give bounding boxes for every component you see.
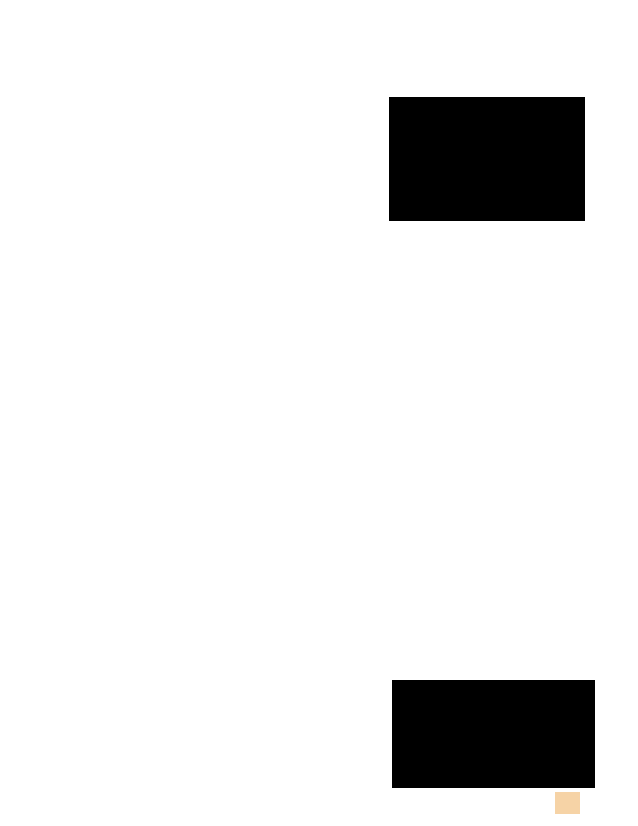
page-number — [555, 792, 580, 814]
page-footer — [548, 792, 580, 814]
console-output-1 — [389, 97, 585, 221]
console-output-2 — [392, 680, 595, 788]
